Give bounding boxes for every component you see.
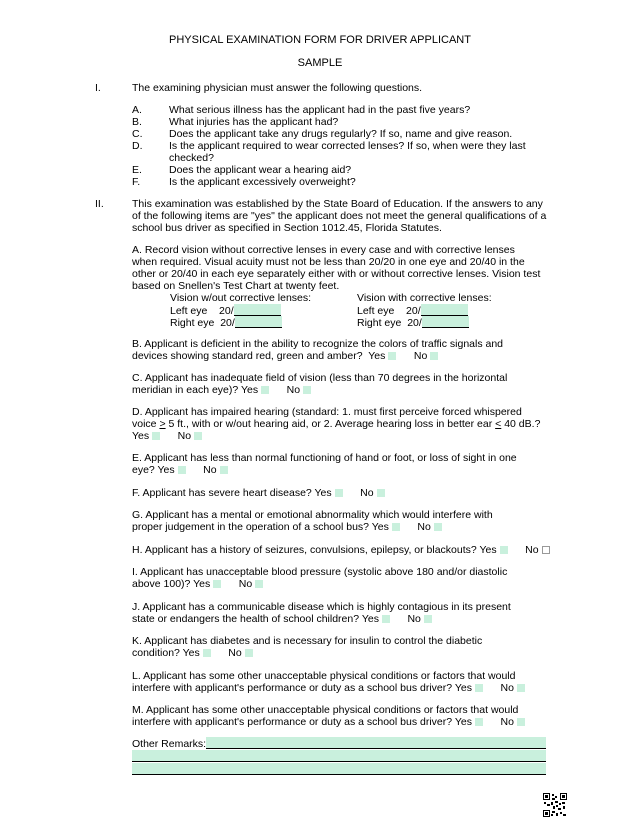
no-label: No bbox=[500, 682, 514, 694]
question-h-no-checkbox[interactable] bbox=[542, 546, 550, 554]
question-k-answer-row bbox=[132, 647, 253, 659]
acuity-prefix: 20/ bbox=[406, 305, 421, 317]
question-i-no-checkbox[interactable] bbox=[255, 580, 263, 588]
right-eye-with-field[interactable] bbox=[422, 316, 469, 328]
greater-equal-symbol: > bbox=[159, 418, 166, 430]
vision-without-lenses-label: Vision w/out corrective lenses: bbox=[170, 292, 312, 304]
yes-label: Yes bbox=[132, 430, 150, 442]
yes-label: Yes bbox=[479, 544, 497, 556]
question-k-line: K. Applicant has diabetes and is necessary for insulin to control the diabetic bbox=[132, 635, 483, 647]
section-2-intro-line: school bus driver as specified in Section 1012.45, Florida Statutes. bbox=[132, 222, 442, 234]
other-remarks-label: Other Remarks: bbox=[132, 738, 207, 750]
no-label: No bbox=[238, 578, 253, 590]
yes-label: Yes bbox=[240, 384, 259, 396]
section-1-intro: The examining physician must answer the following questions. bbox=[132, 82, 423, 94]
section-1-number: I. bbox=[95, 82, 101, 94]
form-subtitle: SAMPLE bbox=[297, 57, 343, 69]
no-label: No bbox=[407, 613, 421, 625]
question-c-yes-checkbox[interactable] bbox=[261, 386, 269, 394]
item-letter: A. bbox=[132, 104, 142, 116]
acuity-prefix: 20/ bbox=[407, 317, 422, 329]
left-eye-label: Left eye bbox=[357, 305, 395, 317]
yes-label: Yes bbox=[157, 464, 175, 476]
question-c-line: C. Applicant has inadequate field of vision (less than 70 degrees in the horizontal bbox=[132, 372, 508, 384]
section-2-intro-line: This examination was established by the State Board of Education. If the answers to any bbox=[132, 198, 543, 210]
item-letter: C. bbox=[132, 128, 143, 140]
other-remarks-field-3[interactable] bbox=[132, 763, 546, 775]
item-text: Does the applicant wear a hearing aid? bbox=[169, 164, 352, 176]
less-equal-symbol: < bbox=[495, 418, 502, 430]
question-c-text: meridian in each eye)? bbox=[132, 384, 239, 396]
left-eye-label: Left eye bbox=[170, 305, 208, 317]
right-eye-without-row bbox=[170, 316, 282, 329]
item-text: What serious illness has the applicant had in the past five years? bbox=[169, 104, 471, 116]
item-text: What injuries has the applicant had? bbox=[169, 116, 339, 128]
yes-label: Yes bbox=[371, 521, 389, 533]
question-l-no-checkbox[interactable] bbox=[517, 684, 525, 692]
question-d-text: 5 ft., with or w/out hearing aid, or 2. Average hearing loss in better ear bbox=[165, 418, 496, 430]
question-d-line-2 bbox=[132, 418, 540, 430]
question-f-text: F. Applicant has severe heart disease? bbox=[132, 487, 312, 499]
question-d-line: D. Applicant has impaired hearing (standard: 1. must first perceive forced whispered bbox=[132, 406, 522, 418]
question-d-text: 40 dB.? bbox=[501, 418, 541, 430]
section-2-number: II. bbox=[95, 198, 104, 210]
question-j-answer-row bbox=[132, 613, 432, 625]
question-i-text: above 100)? bbox=[132, 578, 191, 590]
question-g-no-checkbox[interactable] bbox=[434, 523, 442, 531]
acuity-prefix: 20/ bbox=[220, 317, 235, 329]
question-l-answer-row bbox=[132, 682, 525, 694]
question-h-answer-row bbox=[132, 544, 550, 556]
vision-paragraph-line: A. Record vision without corrective lenses in every case and with corrective lenses bbox=[132, 244, 515, 256]
question-b-no-checkbox[interactable] bbox=[430, 352, 438, 360]
question-e-text: eye? bbox=[132, 464, 155, 476]
question-k-text: condition? bbox=[132, 647, 180, 659]
question-b-text: devices showing standard red, green and amber? bbox=[132, 350, 363, 362]
left-eye-with-field[interactable] bbox=[421, 304, 468, 316]
question-k-yes-checkbox[interactable] bbox=[203, 649, 211, 657]
no-label: No bbox=[525, 544, 539, 556]
question-h-yes-checkbox[interactable] bbox=[500, 546, 508, 554]
question-e-answer-row bbox=[132, 464, 228, 476]
question-h-text: H. Applicant has a history of seizures, convulsions, epilepsy, or blackouts? bbox=[132, 544, 477, 556]
question-b-line: B. Applicant is deficient in the ability to recognize the colors of traffic signals and bbox=[132, 338, 504, 350]
no-label: No bbox=[500, 716, 514, 728]
question-g-answer-row bbox=[132, 521, 442, 533]
no-label: No bbox=[228, 647, 242, 659]
section-2-intro-line: of the following items are "yes" the applicant does not meet the general qualifications of a bbox=[132, 210, 547, 222]
yes-label: Yes bbox=[361, 613, 379, 625]
question-f-yes-checkbox[interactable] bbox=[335, 489, 343, 497]
question-j-text: state or endangers the health of school children? bbox=[132, 613, 360, 625]
question-m-no-checkbox[interactable] bbox=[517, 718, 525, 726]
item-letter: F. bbox=[132, 176, 141, 188]
question-e-yes-checkbox[interactable] bbox=[178, 466, 186, 474]
right-eye-label: Right eye bbox=[170, 317, 215, 329]
no-label: No bbox=[203, 464, 217, 476]
item-text: Does the applicant take any drugs regularly? If so, name and give reason. bbox=[169, 128, 513, 140]
question-i-line: I. Applicant has unacceptable blood pressure (systolic above 180 and/or diastolic bbox=[132, 566, 508, 578]
form-title: PHYSICAL EXAMINATION FORM FOR DRIVER APPLICANT bbox=[169, 34, 471, 46]
yes-label: Yes bbox=[454, 716, 472, 728]
question-g-text: proper judgement in the operation of a school bus? bbox=[132, 521, 369, 533]
item-text: Is the applicant required to wear corrected lenses? If so, when were they last bbox=[169, 140, 526, 152]
question-l-yes-checkbox[interactable] bbox=[475, 684, 483, 692]
no-label: No bbox=[360, 487, 374, 499]
question-m-answer-row bbox=[132, 716, 525, 728]
item-letter: E. bbox=[132, 164, 142, 176]
acuity-prefix: 20/ bbox=[219, 305, 234, 317]
item-letter: B. bbox=[132, 116, 142, 128]
right-eye-without-field[interactable] bbox=[235, 316, 282, 328]
vision-with-lenses-label: Vision with corrective lenses: bbox=[357, 292, 492, 304]
yes-label: Yes bbox=[193, 578, 211, 590]
right-eye-label: Right eye bbox=[357, 317, 402, 329]
question-m-yes-checkbox[interactable] bbox=[475, 718, 483, 726]
question-m-text: interfere with applicant's performance or duty as a school bus driver? bbox=[132, 716, 453, 728]
yes-label: Yes bbox=[454, 682, 472, 694]
yes-label: Yes bbox=[182, 647, 200, 659]
yes-label: Yes bbox=[314, 487, 332, 499]
vision-paragraph-line: other or 20/40 in each eye separately either with or without corrective lenses. Vision test bbox=[132, 268, 541, 280]
question-l-text: interfere with applicant's performance or duty as a school bus driver? bbox=[132, 682, 453, 694]
question-m-line: M. Applicant has some other unacceptable physical conditions or factors that would bbox=[132, 704, 519, 716]
other-remarks-field-2[interactable] bbox=[132, 750, 546, 762]
left-eye-without-field[interactable] bbox=[234, 304, 281, 316]
question-d-text: voice bbox=[132, 418, 160, 430]
no-label: No bbox=[413, 350, 428, 362]
right-eye-with-row bbox=[357, 316, 469, 329]
yes-label: Yes bbox=[368, 350, 386, 362]
question-e-line: E. Applicant has less than normal functioning of hand or foot, or loss of sight in one bbox=[132, 452, 517, 464]
question-c-no-checkbox[interactable] bbox=[303, 386, 311, 394]
question-b-answer-row bbox=[132, 350, 438, 362]
question-k-no-checkbox[interactable] bbox=[245, 649, 253, 657]
question-g-yes-checkbox[interactable] bbox=[392, 523, 400, 531]
question-j-yes-checkbox[interactable] bbox=[382, 615, 390, 623]
question-e-no-checkbox[interactable] bbox=[220, 466, 228, 474]
other-remarks-field-1[interactable] bbox=[206, 737, 546, 749]
question-i-yes-checkbox[interactable] bbox=[213, 580, 221, 588]
no-label: No bbox=[177, 430, 192, 442]
qr-code-icon bbox=[543, 793, 567, 817]
question-f-answer-row bbox=[132, 487, 385, 499]
question-d-yes-checkbox[interactable] bbox=[152, 432, 160, 440]
question-c-answer-row bbox=[132, 384, 311, 396]
vision-paragraph-line: when required. Visual acuity must not be less than 20/20 in one eye and 20/40 in the bbox=[132, 256, 525, 268]
question-b-yes-checkbox[interactable] bbox=[388, 352, 396, 360]
question-d-answer-row bbox=[132, 430, 202, 442]
question-d-no-checkbox[interactable] bbox=[194, 432, 202, 440]
question-j-line: J. Applicant has a communicable disease which is highly contagious in its present bbox=[132, 601, 511, 613]
question-l-line: L. Applicant has some other unacceptable physical conditions or factors that would bbox=[132, 670, 516, 682]
question-g-line: G. Applicant has a mental or emotional abnormality which would interfere with bbox=[132, 509, 493, 521]
item-text: Is the applicant excessively overweight? bbox=[169, 176, 356, 188]
question-i-answer-row bbox=[132, 578, 263, 590]
no-label: No bbox=[286, 384, 301, 396]
question-f-no-checkbox[interactable] bbox=[377, 489, 385, 497]
vision-paragraph-line: based on Snellen's Test Chart at twenty feet. bbox=[132, 280, 340, 292]
no-label: No bbox=[417, 521, 431, 533]
question-j-no-checkbox[interactable] bbox=[424, 615, 432, 623]
item-text: checked? bbox=[169, 152, 214, 164]
item-letter: D. bbox=[132, 140, 143, 152]
